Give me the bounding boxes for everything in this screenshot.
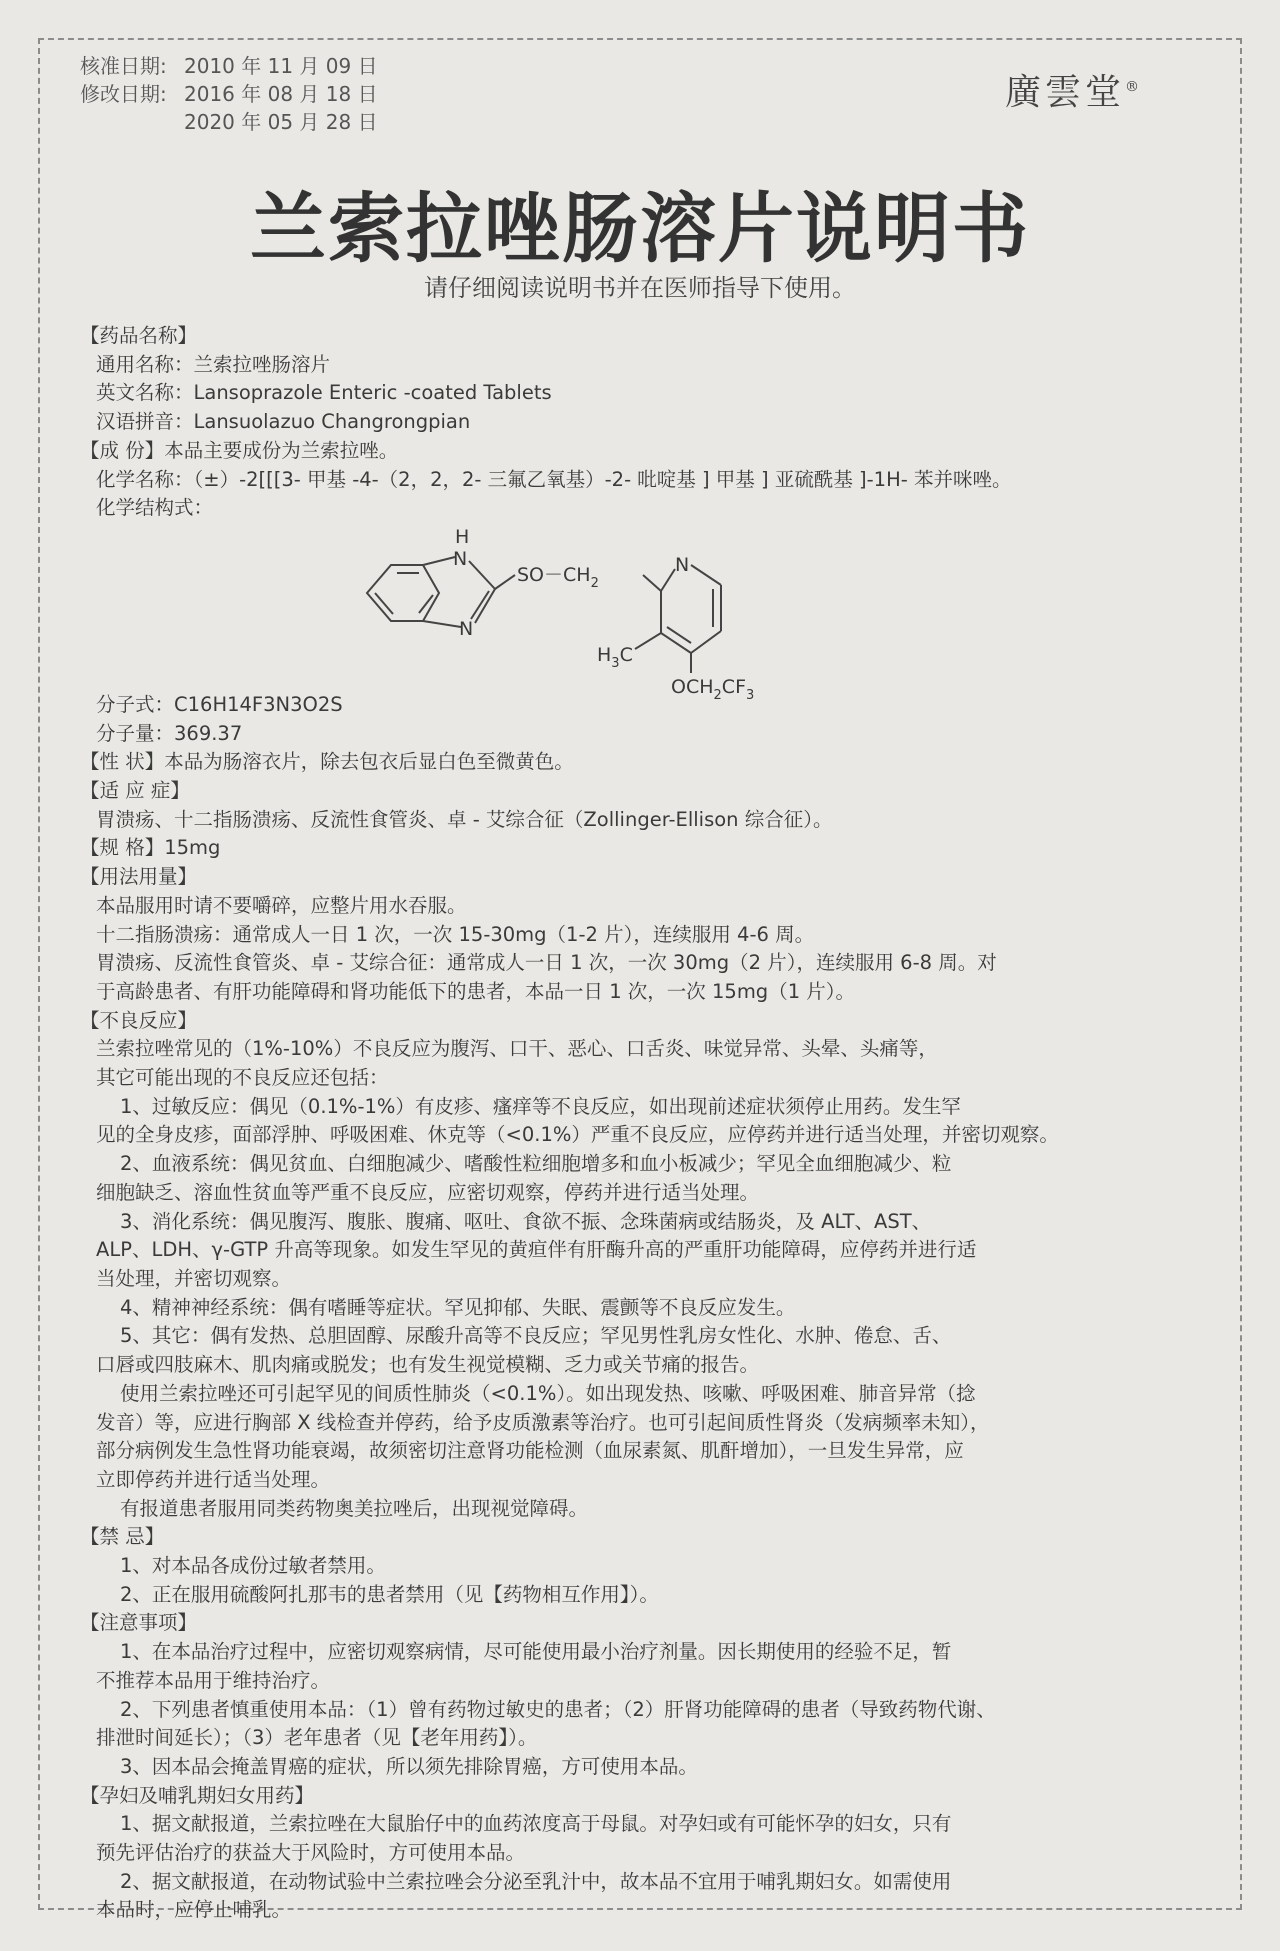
indication: 胃溃疡、十二指肠溃疡、反流性食管炎、卓 - 艾综合征（Zollinger-Ellison 综合征）。 xyxy=(96,807,833,831)
brand-logo xyxy=(1005,64,1139,115)
usage-heading: 【用法用量】 xyxy=(80,865,198,889)
pregnancy-line: 1、据文献报道，兰索拉唑在大鼠胎仔中的血药浓度高于母鼠。对孕妇或有可能怀孕的妇女，只有 xyxy=(120,1812,952,1836)
composition: 【成 份】本品主要成份为兰索拉唑。 xyxy=(80,438,399,462)
nitrogen-label-2: N xyxy=(459,617,474,640)
pregnancy-line: 预先评估治疗的获益大于风险时，方可使用本品。 xyxy=(96,1841,526,1865)
adverse-line: 立即停药并进行适当处理。 xyxy=(96,1467,331,1491)
adverse-line: 见的全身皮疹，面部浮肿、呼吸困难、休克等（<0.1%）严重不良反应，应停药并进行适当处理，并密切观察。 xyxy=(96,1123,1059,1147)
caution-line: 1、在本品治疗过程中，应密切观察病情，尽可能使用最小治疗剂量。因长期使用的经验不足，暂 xyxy=(120,1640,952,1664)
character: 【性 状】本品为肠溶衣片，除去包衣后显白色至微黄色。 xyxy=(80,750,574,774)
adverse-line: 兰索拉唑常见的（1%-10%）不良反应为腹泻、口干、恶心、口舌炎、味觉异常、头晕、头痛等， xyxy=(96,1037,938,1061)
usage-line: 胃溃疡、反流性食管炎、卓 - 艾综合征：通常成人一日 1 次，一次 30mg（2 片），连续服用 6-8 周。对 xyxy=(96,951,997,975)
drug-name-heading: 【药品名称】 xyxy=(80,324,198,347)
adverse-line: ALP、LDH、γ-GTP 升高等现象。如发生罕见的黄疸伴有肝酶升高的严重肝功能障碍，应停药并进行适 xyxy=(96,1238,977,1262)
caution-line: 3、因本品会掩盖胃癌的症状，所以须先排除胃癌，方可使用本品。 xyxy=(120,1754,698,1778)
pregnancy-line: 本品时，应停止哺乳。 xyxy=(96,1898,292,1922)
adverse-line: 4、精神神经系统：偶有嗜睡等症状。罕见抑郁、失眠、震颤等不良反应发生。 xyxy=(120,1295,796,1319)
approval-date: 2010 年 11 月 09 日 xyxy=(184,54,378,78)
methyl-label: $H_3C$ xyxy=(597,643,633,671)
usage-line: 于高龄患者、有肝功能障碍和肾功能低下的患者，本品一日 1 次，一次 15mg（1 片）。 xyxy=(96,979,856,1003)
caution-heading: 【注意事项】 xyxy=(80,1611,198,1635)
structure-label: 化学结构式： xyxy=(96,496,214,520)
adverse-line: 其它可能出现的不良反应还包括： xyxy=(96,1066,389,1090)
trifluoroethoxy-label: $OCH_2CF_3$ xyxy=(671,675,755,703)
pregnancy-heading: 【孕妇及哺乳期妇女用药】 xyxy=(80,1783,315,1807)
contraindication-line: 2、正在服用硫酸阿扎那韦的患者禁用（见【药物相互作用】）。 xyxy=(120,1582,659,1606)
molecular-weight: 分子量：369.37 xyxy=(96,721,243,745)
adverse-line: 细胞缺乏、溶血性贫血等严重不良反应，应密切观察，停药并进行适当处理。 xyxy=(96,1180,760,1204)
generic-name: 通用名称：兰索拉唑肠溶片 xyxy=(96,352,331,376)
so-ch2-label: $SO-CH_2$ xyxy=(517,563,599,591)
adverse-line: 5、其它：偶有发热、总胆固醇、尿酸升高等不良反应；罕见男性乳房女性化、水肿、倦怠、舌、 xyxy=(120,1324,952,1348)
brand-name: 廣雲堂 xyxy=(1005,72,1126,113)
usage-line: 十二指肠溃疡：通常成人一日 1 次，一次 15-30mg（1-2 片），连续服用 4-6 周。 xyxy=(96,922,815,946)
caution-line: 2、下列患者慎重使用本品：（1）曾有药物过敏史的患者；（2）肝肾功能障碍的患者（导致药物代谢、 xyxy=(120,1697,996,1721)
revision-date-2: 2020 年 05 月 28 日 xyxy=(184,110,378,134)
usage-line: 本品服用时请不要嚼碎，应整片用水吞服。 xyxy=(96,893,467,917)
contraindication-heading: 【禁 忌】 xyxy=(80,1525,165,1549)
adverse-line: 3、消化系统：偶见腹泻、腹胀、腹痛、呕吐、食欲不振、念珠菌病或结肠炎，及 ALT、AST、 xyxy=(120,1209,932,1233)
revision-date-label: 修改日期: xyxy=(80,82,167,106)
date-block xyxy=(80,52,378,136)
pregnancy-line: 2、据文献报道，在动物试验中兰索拉唑会分泌至乳汁中，故本品不宜用于哺乳期妇女。如需使用 xyxy=(120,1869,952,1893)
chemical-structure xyxy=(80,523,1220,703)
adverse-line: 发音）等，应进行胸部 X 线检查并停药，给予皮质激素等治疗。也可引起间质性肾炎（发病频率未知）， xyxy=(96,1410,990,1434)
contraindication-line: 1、对本品各成份过敏者禁用。 xyxy=(120,1554,386,1578)
caution-line: 排泄时间延长）；（3）老年患者（见【老年用药】）。 xyxy=(96,1726,538,1750)
indication-heading: 【适 应 症】 xyxy=(80,779,190,803)
formula-value: C16H14F3N3O2S xyxy=(174,692,343,716)
page-subtitle: 请仔细阅读说明书并在医师指导下使用。 xyxy=(424,274,856,302)
adverse-line: 1、过敏反应：偶见（0.1%-1%）有皮疹、瘙痒等不良反应，如出现前述症状须停止用药。发生罕 xyxy=(120,1094,961,1118)
leaflet-body xyxy=(80,322,1220,1925)
molecular-formula: 分子式：C16H14F3N3O2S xyxy=(96,692,343,716)
nitrogen-label-1: N xyxy=(453,547,468,570)
page-title: 兰索拉唑肠溶片说明书 xyxy=(250,184,1030,273)
adverse-heading: 【不良反应】 xyxy=(80,1008,198,1032)
specification: 【规 格】15mg xyxy=(80,836,221,860)
adverse-line: 2、血液系统：偶见贫血、白细胞减少、嗜酸性粒细胞增多和血小板减少；罕见全血细胞减少、粒 xyxy=(120,1152,952,1176)
caution-line: 不推荐本品用于维持治疗。 xyxy=(96,1668,331,1692)
adverse-line: 有报道患者服用同类药物奥美拉唑后，出现视觉障碍。 xyxy=(120,1496,589,1520)
english-name: 英文名称：Lansoprazole Enteric -coated Tablets xyxy=(96,381,552,405)
approval-date-label: 核准日期: xyxy=(80,54,167,78)
pinyin-name: 汉语拼音：Lansuolazuo Changrongpian xyxy=(96,410,471,434)
adverse-line: 使用兰索拉唑还可引起罕见的间质性肺炎（<0.1%）。如出现发热、咳嗽、呼吸困难、肺音异常（捻 xyxy=(120,1381,976,1405)
chemical-name: 化学名称：（±）-2[[[3- 甲基 -4-（2，2，2- 三氟乙氧基）-2- 吡啶基 ] 甲基 ] 亚硫酰基 ]-1H- 苯并咪唑。 xyxy=(96,467,1012,491)
revision-date-1: 2016 年 08 月 18 日 xyxy=(184,82,378,106)
nitrogen-label-3: N xyxy=(675,553,690,576)
hydrogen-label: H xyxy=(455,525,470,548)
adverse-line: 口唇或四肢麻木、肌肉痛或脱发；也有发生视觉模糊、乏力或关节痛的报告。 xyxy=(96,1353,760,1377)
registered-mark: ® xyxy=(1125,79,1140,95)
adverse-line: 部分病例发生急性肾功能衰竭，故须密切注意肾功能检测（血尿素氮、肌酐增加），一旦发生异常，应 xyxy=(96,1439,964,1463)
adverse-line: 当处理，并密切观察。 xyxy=(96,1266,292,1290)
chemical-structure-diagram xyxy=(345,515,985,703)
